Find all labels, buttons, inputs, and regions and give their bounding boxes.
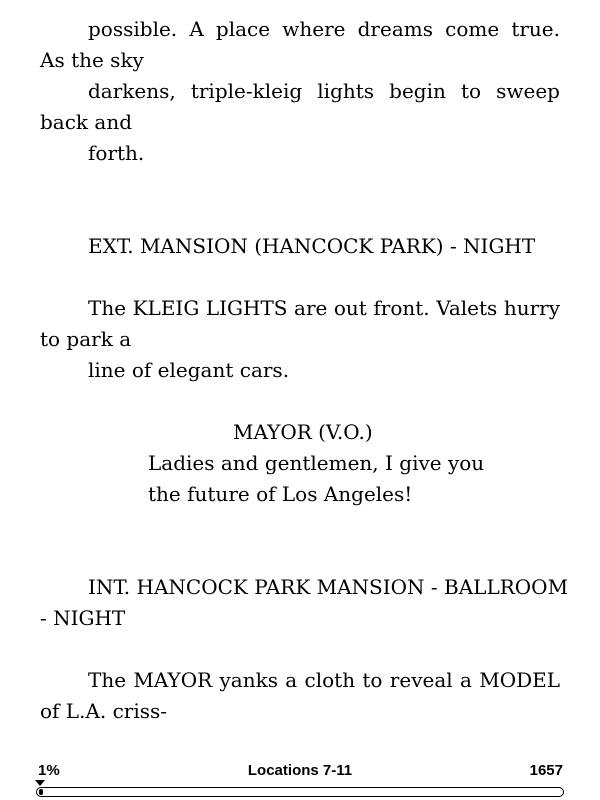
book-page-text	[40, 14, 569, 727]
dialogue-line: the future of Los Angeles!	[148, 482, 413, 506]
progress-bar[interactable]	[36, 787, 564, 797]
character-cue: MAYOR (V.O.)	[233, 420, 373, 444]
progress-marker-icon	[35, 780, 45, 786]
reader-footer	[0, 760, 600, 800]
location-number-label: 1657	[529, 762, 563, 779]
action-line: As the sky	[40, 48, 144, 72]
action-line: The MAYOR yanks a cloth to reveal a MODEL	[88, 668, 560, 692]
scene-heading: - NIGHT	[40, 606, 126, 630]
action-line: The KLEIG LIGHTS are out front. Valets hurry	[88, 296, 560, 320]
action-line: to park a	[40, 327, 132, 351]
progress-fill	[39, 789, 43, 795]
scene-heading: EXT. MANSION (HANCOCK PARK) - NIGHT	[88, 234, 536, 258]
action-line: possible. A place where dreams come true.	[88, 17, 560, 41]
action-line: back and	[40, 110, 133, 134]
dialogue-line: Ladies and gentlemen, I give you	[148, 451, 485, 475]
action-line: line of elegant cars.	[88, 358, 290, 382]
action-line: darkens, triple-kleig lights begin to sweep	[88, 79, 560, 103]
footer-status-row	[0, 762, 600, 779]
action-line: of L.A. criss-	[40, 699, 168, 723]
scene-heading: INT. HANCOCK PARK MANSION - BALLROOM	[88, 575, 569, 599]
section-title-label: Locations 7-11	[247, 762, 353, 779]
action-line: forth.	[88, 141, 145, 165]
progress-percent-label: 1%	[38, 762, 60, 779]
